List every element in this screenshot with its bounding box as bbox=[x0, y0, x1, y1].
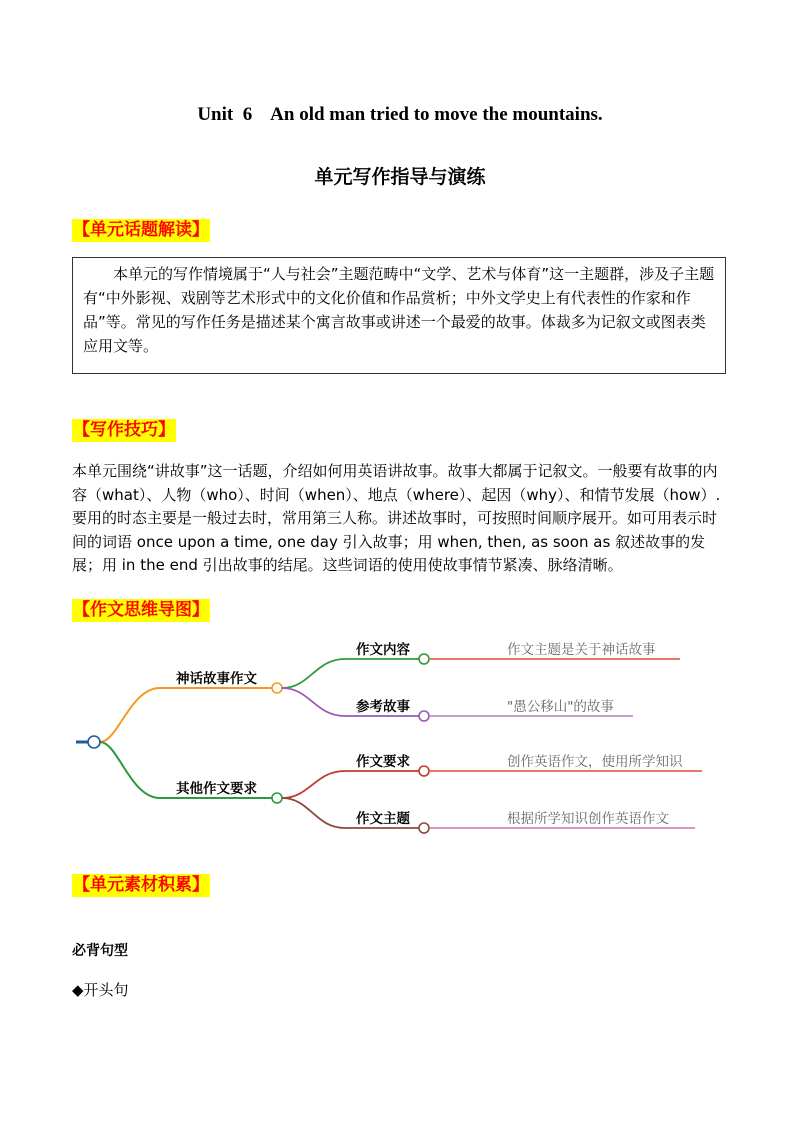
section-tag-skills: 【写作技巧】 bbox=[73, 420, 175, 440]
mindmap-leaf-text: 作文主题是关于神话故事 bbox=[507, 642, 656, 658]
mindmap-node bbox=[272, 683, 282, 693]
mindmap-leaf-text: "愚公移山"的故事 bbox=[507, 699, 614, 715]
mindmap-leaf-text: 创作英语作文，使用所学知识 bbox=[507, 754, 683, 770]
section-tag-mindmap: 【作文思维导图】 bbox=[73, 600, 209, 620]
mindmap-node bbox=[419, 766, 429, 776]
mindmap-node bbox=[419, 823, 429, 833]
unit-title: Unit 6 An old man tried to move the mountains. bbox=[197, 104, 603, 125]
section-tag-materials: 【单元素材积累】 bbox=[73, 875, 209, 895]
mindmap-child-label: 作文内容 bbox=[356, 642, 410, 658]
mindmap-connector bbox=[282, 771, 419, 798]
mindmap-child-label: 作文主题 bbox=[356, 811, 410, 827]
mindmap-connector bbox=[282, 659, 419, 688]
section-tag-topic: 【单元话题解读】 bbox=[73, 220, 209, 240]
mindmap-node bbox=[419, 711, 429, 721]
topic-text: 本单元的写作情境属于“人与社会”主题范畴中“文学、艺术与体育”这一主题群，涉及子主题有“中外影视、戏剧等艺术形式中的文化价值和作品赏析；中外文学史上有代表性的作家和作品”等。常见的写作任务是描述某个寓言故事或讲述一个最爱的故事。体裁多为记叙文或图表类应用文等。 bbox=[83, 265, 715, 355]
mindmap-child-label: 参考故事 bbox=[356, 699, 410, 715]
mindmap bbox=[70, 635, 730, 860]
opening-sentences-heading: ◆开头句 bbox=[72, 981, 129, 999]
mindmap-leaf-text: 根据所学知识创作英语作文 bbox=[507, 811, 669, 827]
skills-text: 本单元围绕“讲故事”这一话题，介绍如何用英语讲故事。故事大都属于记叙文。一般要有故事的内容（what）、人物（who）、时间（when）、地点（where）、起因（why）、和情节发展（how）.要用的时态主要是一般过去时，常用第三人称。讲述故事时，可按照时间顺序展开。如可用表示时间的词语 once upon a time, one day 引入故事；用 when, then, as soon as 叙述故事的发展；用 in the end 引出故事的结尾。这些词语的使用使故事情节紧凑、脉络清晰。 bbox=[72, 462, 721, 574]
mindmap-branch-label: 神话故事作文 bbox=[176, 671, 257, 687]
must-memorize-label: 必背句型 bbox=[72, 943, 128, 959]
mindmap-branch-label: 其他作文要求 bbox=[176, 781, 257, 797]
mindmap-node bbox=[419, 654, 429, 664]
topic-box bbox=[72, 257, 726, 374]
mindmap-child-label: 作文要求 bbox=[356, 754, 410, 770]
mindmap-node bbox=[272, 793, 282, 803]
mindmap-root-node bbox=[88, 736, 100, 748]
page-subtitle: 单元写作指导与演练 bbox=[314, 166, 486, 188]
mindmap-connector bbox=[100, 688, 277, 742]
